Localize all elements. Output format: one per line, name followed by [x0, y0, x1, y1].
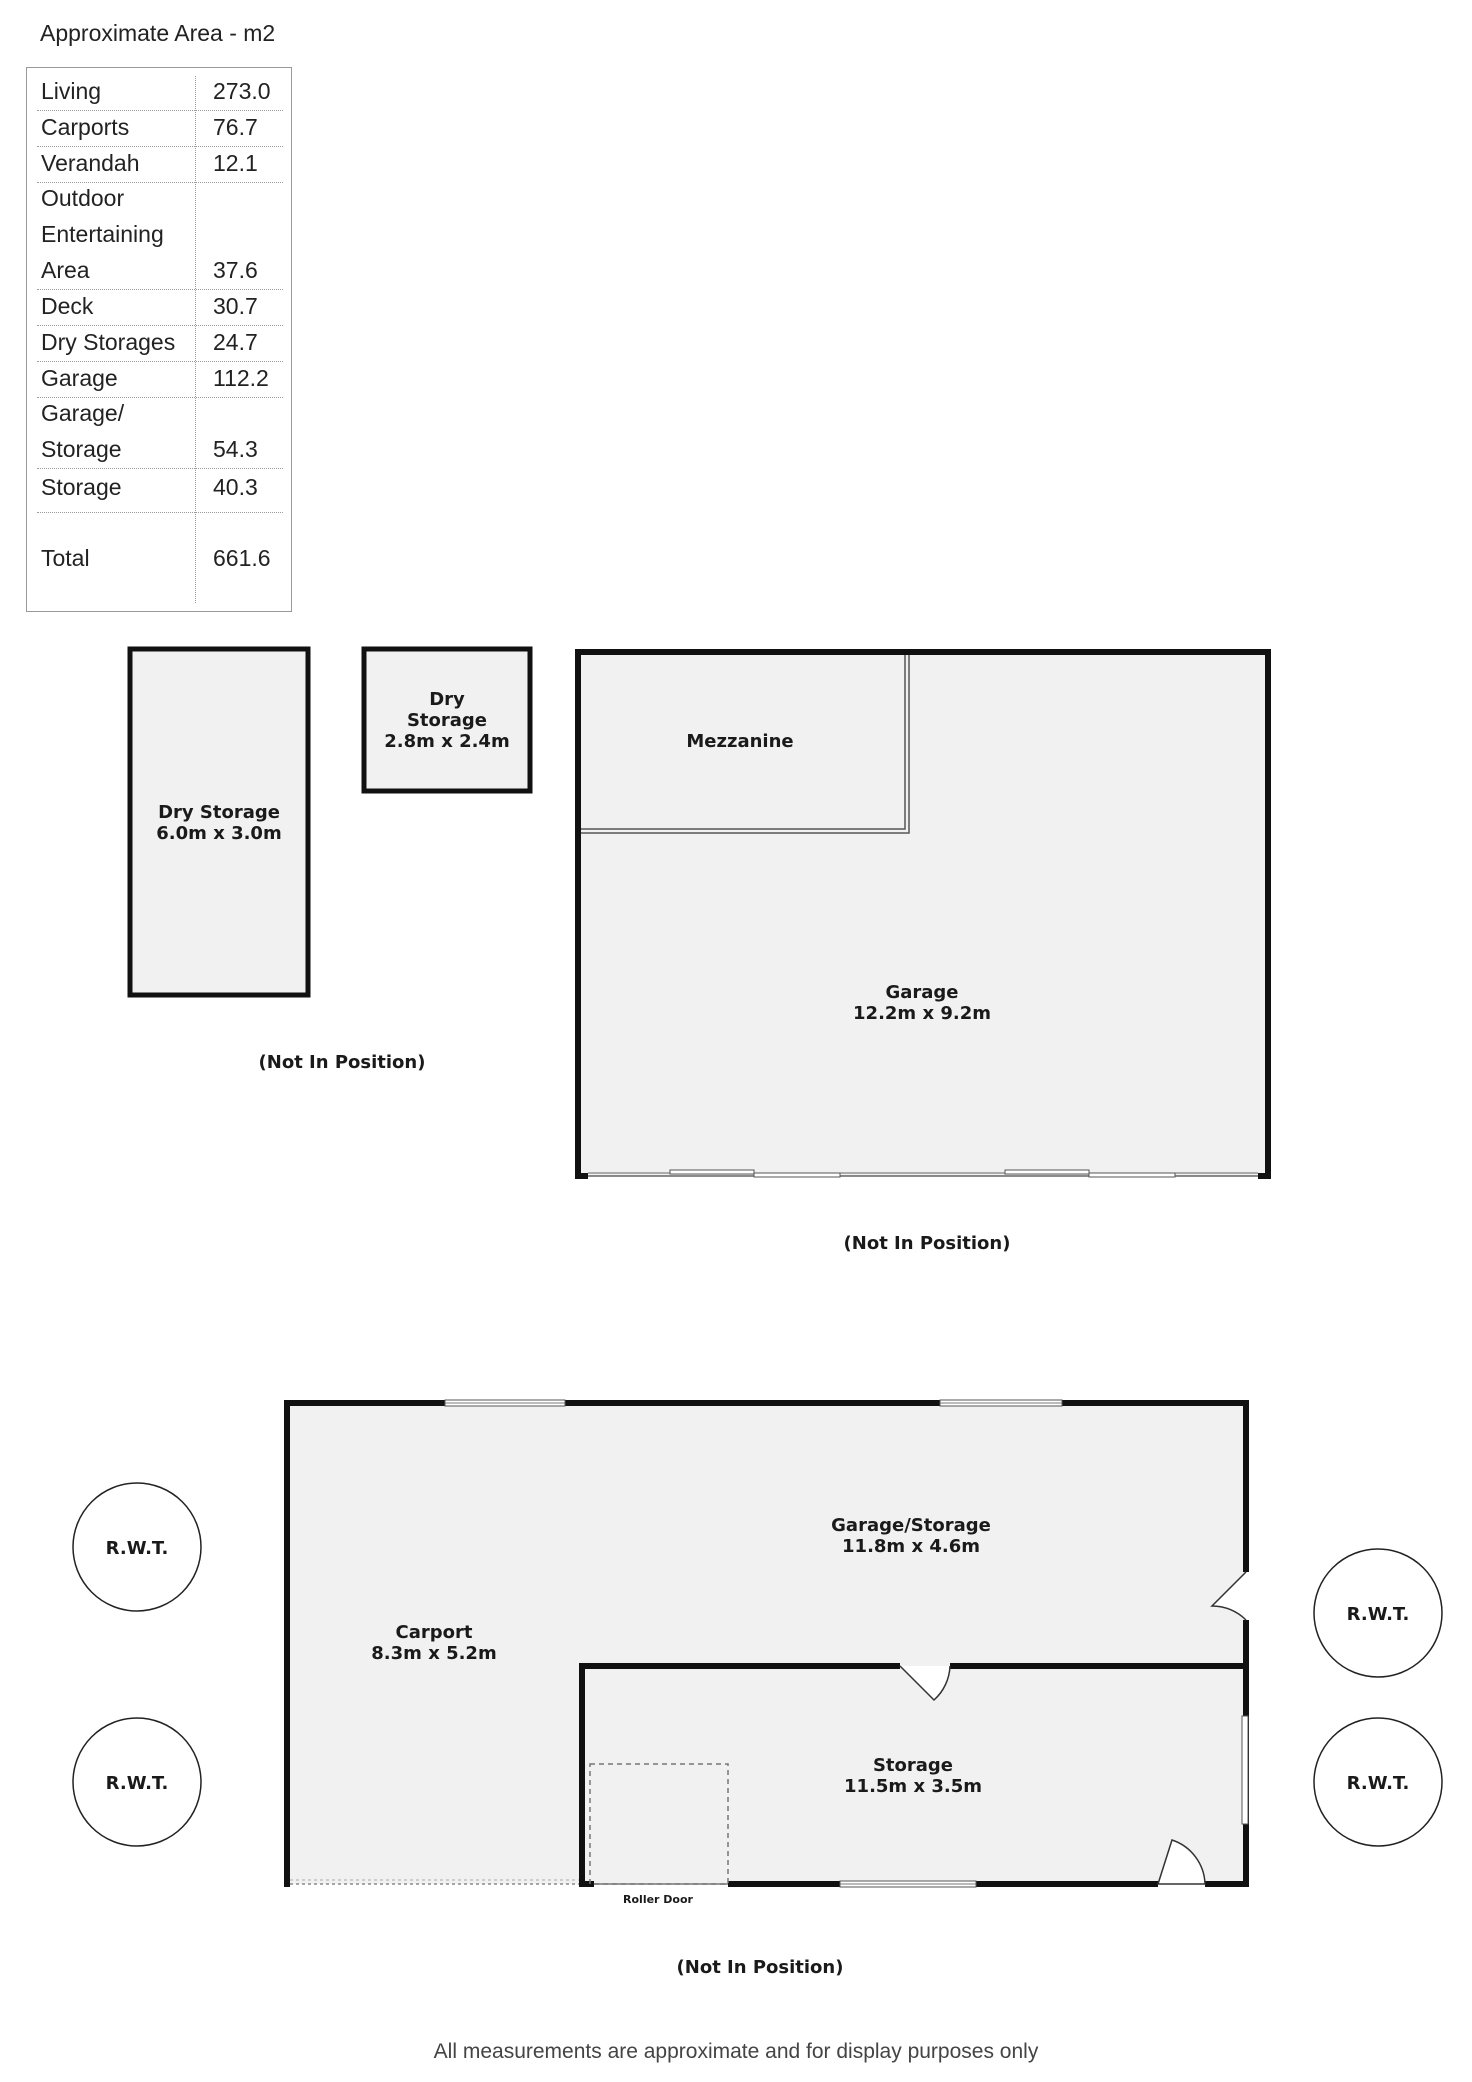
row-value: 76.7 — [213, 114, 258, 140]
disclaimer-footer: All measurements are approximate and for display purposes only — [433, 2040, 1039, 2063]
rainwater-tank — [73, 1483, 201, 1611]
row-label: Verandah — [41, 150, 140, 176]
room-name: Storage — [406, 710, 488, 731]
dry-storage-small — [364, 649, 530, 791]
row-label: Total — [41, 545, 90, 571]
room-dims: 11.5m x 3.5m — [844, 1776, 982, 1797]
rainwater-tank — [1314, 1549, 1442, 1677]
mezzanine-label: Mezzanine — [686, 731, 794, 752]
room-name: Dry — [429, 689, 465, 710]
room-dims: 2.8m x 2.4m — [384, 731, 510, 752]
row-value: 54.3 — [213, 436, 258, 462]
not-in-position-label: (Not In Position) — [258, 1052, 426, 1073]
row-value: 12.1 — [213, 150, 258, 176]
not-in-position-label: (Not In Position) — [676, 1957, 844, 1978]
row-label: Outdoor Entertaining Area — [41, 185, 164, 283]
row-label: Deck — [41, 293, 94, 319]
dry-storage-large — [130, 649, 308, 995]
room-name: Garage/Storage — [831, 1515, 991, 1536]
room-name: Dry Storage — [158, 802, 280, 823]
rwt-label: R.W.T. — [1346, 1604, 1410, 1625]
room-dims: 8.3m x 5.2m — [371, 1643, 497, 1664]
row-label: Garage/ Storage — [41, 400, 125, 462]
not-in-position-label: (Not In Position) — [843, 1233, 1011, 1254]
row-value: 661.6 — [213, 545, 271, 571]
rwt-label: R.W.T. — [105, 1773, 169, 1794]
roller-door-label: Roller Door — [623, 1893, 693, 1906]
area-schedule-title: Approximate Area - m2 — [40, 20, 276, 46]
room-name: Carport — [395, 1622, 473, 1643]
row-label: Storage — [41, 474, 122, 500]
row-value: 40.3 — [213, 474, 258, 500]
row-label: Carports — [41, 114, 130, 140]
rwt-label: R.W.T. — [1346, 1773, 1410, 1794]
carport-storage-building — [285, 1400, 1249, 1906]
row-label: Living — [41, 78, 102, 104]
room-name: Storage — [872, 1755, 954, 1776]
room-dims: 12.2m x 9.2m — [853, 1003, 991, 1024]
rainwater-tank — [1314, 1718, 1442, 1846]
garage — [575, 652, 1271, 1177]
row-label: Garage — [41, 365, 118, 391]
row-value: 30.7 — [213, 293, 258, 319]
row-value: 273.0 — [213, 78, 271, 104]
rainwater-tank — [73, 1718, 201, 1846]
room-dims: 11.8m x 4.6m — [842, 1536, 980, 1557]
row-value: 37.6 — [213, 257, 258, 283]
row-value: 24.7 — [213, 329, 258, 355]
row-label: Dry Storages — [41, 329, 176, 355]
rwt-label: R.W.T. — [105, 1538, 169, 1559]
room-dims: 6.0m x 3.0m — [156, 823, 282, 844]
room-name: Garage — [885, 982, 959, 1003]
row-value: 112.2 — [213, 365, 269, 391]
